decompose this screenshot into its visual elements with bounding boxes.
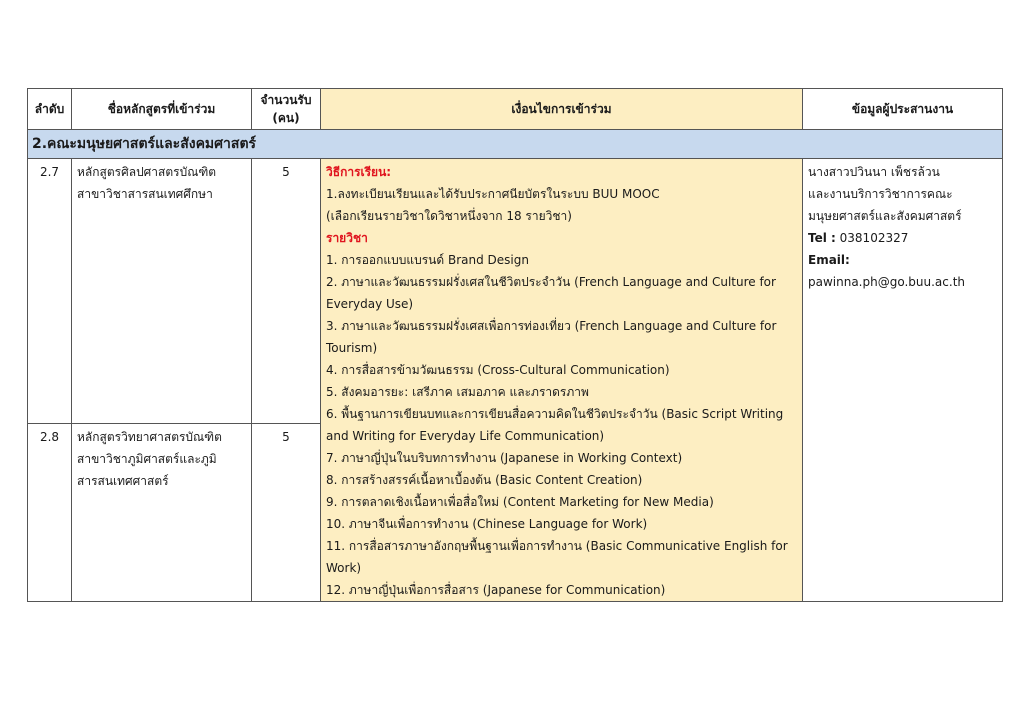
conditions-cell [321,159,803,602]
header-no: ลำดับ [28,89,72,130]
course-item: 11. การสื่อสารภาษาอังกฤษพื้นฐานเพื่อการทำงาน (Basic Communicative English for Work) [326,539,788,575]
coordinator-email: pawinna.ph@go.buu.ac.th [808,275,966,289]
row-course-name: หลักสูตรศิลปศาสตรบัณฑิต สาขาวิชาสารสนเทศศึกษา [72,159,252,424]
course-item: 5. สังคมอารยะ: เสรีภาค เสมอภาค และภราดรภาพ [326,385,589,399]
coordinator-unit: และงานบริการวิชาการคณะมนุษยศาสตร์และสังคมศาสตร์ [808,187,962,223]
course-item: 3. ภาษาและวัฒนธรรมฝรั่งเศสเพื่อการท่องเที่ยว (French Language and Culture for Tourism) [326,319,777,355]
coordinator-cell [803,159,1003,602]
course-item: 4. การสื่อสารข้ามวัฒนธรรม (Cross-Cultural Communication) [326,363,670,377]
course-item: 2. ภาษาและวัฒนธรรมฝรั่งเศสในชีวิตประจำวัน (French Language and Culture for Everyday Use) [326,275,776,311]
coordinator-tel: Tel : 038102327 [808,231,909,245]
courses-heading: รายวิชา [326,231,368,245]
course-item: 7. ภาษาญี่ปุ่นในบริบทการทำงาน (Japanese in Working Context) [326,451,683,465]
course-item: 10. ภาษาจีนเพื่อการทำงาน (Chinese Language for Work) [326,517,648,531]
course-item: 12. ภาษาญี่ปุ่นเพื่อการสื่อสาร (Japanese for Communication) [326,583,666,597]
row-no: 2.7 [28,159,72,424]
header-conditions: เงื่อนไขการเข้าร่วม [321,89,803,130]
section-row [28,130,1003,159]
row-no: 2.8 [28,423,72,601]
coordinator-name: นางสาวปวินนา เพ็ชรล้วน [808,165,940,179]
course-item: 8. การสร้างสรรค์เนื้อหาเบื้องต้น (Basic Content Creation) [326,473,643,487]
method-line-1: 1.ลงทะเบียนเรียนและได้รับประกาศนียบัตรในระบบ BUU MOOC [326,187,660,201]
method-line-2: (เลือกเรียนรายวิชาใดวิชาหนึ่งจาก 18 รายวิชา) [326,209,572,223]
row-course-name: หลักสูตรวิทยาศาสตรบัณฑิต สาขาวิชาภูมิศาสตร์และภูมิสารสนเทศศาสตร์ [72,423,252,601]
header-coordinator: ข้อมูลผู้ประสานงาน [803,89,1003,130]
row-quota: 5 [252,423,321,601]
coordinator-email-label: Email: [808,253,850,267]
header-row [28,89,1003,130]
course-item: 9. การตลาดเชิงเนื้อหาเพื่อสื่อใหม่ (Content Marketing for New Media) [326,495,714,509]
course-item: 6. พื้นฐานการเขียนบทและการเขียนสื่อความคิดในชีวิตประจำวัน (Basic Script Writing and Writing for Everyday Life Communication) [326,407,784,443]
header-course-name: ชื่อหลักสูตรที่เข้าร่วม [72,89,252,130]
row-quota: 5 [252,159,321,424]
header-quota: จำนวนรับ (คน) [252,89,321,130]
table-row [28,159,1003,424]
method-heading: วิธีการเรียน: [326,165,392,179]
course-item: 1. การออกแบบแบรนด์ Brand Design [326,253,529,267]
section-title: 2.คณะมนุษยศาสตร์และสังคมศาสตร์ [28,130,1003,159]
course-table [27,88,1003,602]
